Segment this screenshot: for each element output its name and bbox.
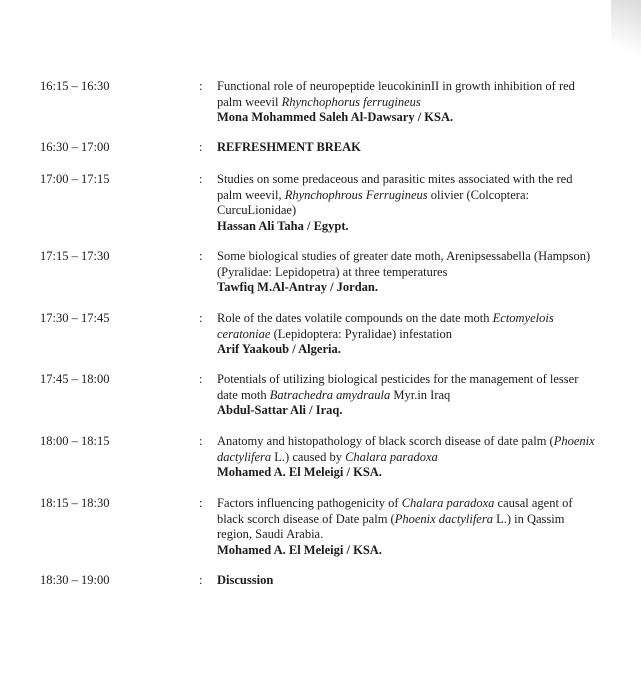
separator-colon: :	[199, 311, 203, 325]
title-text: Studies on some predaceous and parasitic mites associated with the red palm weevil,	[217, 172, 573, 202]
title-text: Factors influencing pathogenicity of	[217, 496, 402, 510]
title-text: Potentials of utilizing biological pesticides for the management of lesser date moth	[217, 372, 579, 402]
title-text: Functional role of neuropeptide leucokininII in growth inhibition of red palm weevil	[217, 79, 575, 109]
session-details	[217, 372, 597, 419]
session-title	[217, 434, 597, 465]
title-text: Some biological studies of greater date moth, Arenipsessabella (Hampson) (Pyralidae: Lepidopetra) at three temperatures	[217, 249, 591, 279]
scientific-name: Batrachedra amydraula	[269, 387, 391, 402]
session-time: 17:45 – 18:00	[40, 372, 110, 386]
scientific-name: Phoenix dactylifera	[394, 511, 493, 526]
session-details	[217, 172, 597, 234]
scientific-name: Phoenix dactylifera	[217, 434, 595, 464]
session-details	[217, 496, 597, 558]
separator-colon: :	[199, 79, 203, 93]
session-time: 18:00 – 18:15	[40, 434, 110, 448]
session-details	[217, 573, 597, 589]
scientific-name: Chalara paradoxa	[401, 496, 495, 510]
session-details	[217, 79, 597, 126]
session-title	[217, 496, 597, 543]
session-title	[217, 573, 597, 589]
session-title	[217, 311, 597, 342]
title-text: causal agent of black scorch disease of Date palm (	[217, 496, 573, 526]
session-title	[217, 140, 597, 156]
session-time: 17:30 – 17:45	[40, 311, 110, 325]
separator-colon: :	[199, 249, 203, 263]
title-text: (Lepidoptera: Pyralidae) infestation	[270, 326, 452, 341]
scientific-name: Chalara paradoxa	[345, 449, 438, 464]
title-text: Discussion	[217, 573, 274, 587]
scientific-name: Ectomyelois ceratoniae	[217, 311, 554, 341]
speaker-name: Mona Mohammed Saleh Al-Dawsary / KSA.	[217, 110, 454, 124]
separator-colon: :	[199, 372, 203, 386]
page-corner-shadow	[611, 0, 641, 70]
title-text: Myr.in Iraq	[390, 387, 451, 402]
separator-colon: :	[199, 434, 203, 448]
session-details	[217, 434, 597, 481]
title-text: REFRESHMENT BREAK	[217, 140, 361, 154]
title-text: Role of the dates volatile compounds on the date moth	[217, 311, 493, 325]
speaker-name: Arif Yaakoub / Algeria.	[217, 342, 341, 356]
session-time: 18:30 – 19:00	[40, 573, 110, 587]
scientific-name: Rhynchophorus ferrugineus	[281, 94, 421, 109]
speaker-name: Tawfiq M.Al-Antray / Jordan.	[217, 280, 379, 294]
separator-colon: :	[199, 573, 203, 587]
session-title	[217, 79, 597, 110]
session-details	[217, 140, 597, 156]
session-time: 17:00 – 17:15	[40, 172, 110, 186]
speaker-name: Mohamed A. El Meleigi / KSA.	[217, 542, 382, 557]
session-time: 16:15 – 16:30	[40, 79, 110, 93]
session-time: 17:15 – 17:30	[40, 249, 110, 263]
title-text: L.) caused by	[271, 449, 346, 464]
speaker-name: Abdul-Sattar Ali / Iraq.	[217, 403, 343, 417]
title-text: Anatomy and histopathology of black scorch disease of date palm (	[217, 434, 554, 448]
scientific-name: Rhynchophrous Ferrugineus	[284, 187, 428, 202]
speaker-name: Hassan Ali Taha / Egypt.	[217, 218, 349, 233]
session-title	[217, 172, 597, 219]
session-details	[217, 311, 597, 358]
session-time: 16:30 – 17:00	[40, 140, 110, 154]
separator-colon: :	[199, 140, 203, 154]
separator-colon: :	[199, 496, 203, 510]
session-time: 18:15 – 18:30	[40, 496, 110, 510]
session-title	[217, 249, 597, 280]
title-text: olivier (Colcoptera: CurcuLionidae)	[217, 187, 529, 217]
speaker-name: Mohamed A. El Meleigi / KSA.	[217, 465, 382, 479]
separator-colon: :	[199, 172, 203, 186]
title-text: L.) in Qassim region, Saudi Arabia.	[217, 511, 565, 541]
session-title	[217, 372, 597, 403]
session-details	[217, 249, 597, 296]
